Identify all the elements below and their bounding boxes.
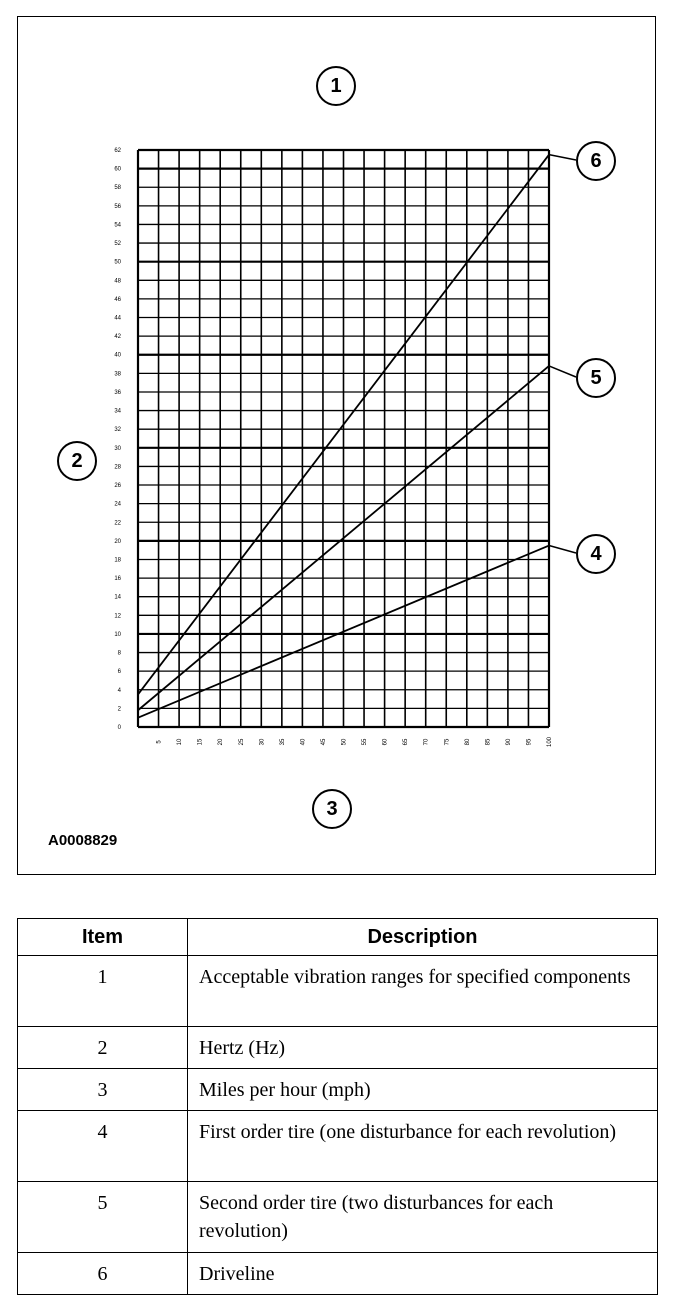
legend-table xyxy=(17,918,658,1295)
item-number: 6 xyxy=(18,1253,188,1295)
callout-2: 2 xyxy=(57,441,97,481)
callout-5: 5 xyxy=(576,358,616,398)
x-tick-label: 10 xyxy=(177,738,184,746)
x-tick-label: 70 xyxy=(423,738,430,746)
y-tick-label: 22 xyxy=(114,520,121,527)
y-tick-label: 58 xyxy=(114,185,121,192)
y-tick-label: 60 xyxy=(114,166,121,173)
callout-4: 4 xyxy=(576,534,616,574)
item-description: Miles per hour (mph) xyxy=(188,1069,658,1111)
item-number: 1 xyxy=(18,956,188,1027)
y-tick-label: 56 xyxy=(114,203,121,210)
y-tick-label: 42 xyxy=(114,334,121,341)
x-tick-label: 90 xyxy=(505,738,512,746)
item-number: 5 xyxy=(18,1182,188,1253)
table-row xyxy=(18,1069,658,1111)
callout-1: 1 xyxy=(316,66,356,106)
item-description: Driveline xyxy=(188,1253,658,1295)
y-tick-label: 40 xyxy=(114,352,121,359)
y-tick-label: 18 xyxy=(114,557,121,564)
y-tick-label: 28 xyxy=(114,464,121,471)
x-tick-label: 85 xyxy=(485,738,492,746)
y-tick-label: 52 xyxy=(114,241,121,248)
y-tick-label: 30 xyxy=(114,445,121,452)
table-row xyxy=(18,1027,658,1069)
y-tick-label: 32 xyxy=(114,427,121,434)
y-tick-label: 16 xyxy=(114,576,121,583)
y-tick-label: 24 xyxy=(114,501,121,508)
y-tick-label: 4 xyxy=(117,687,121,694)
table-row xyxy=(18,956,658,1027)
y-tick-label: 38 xyxy=(114,371,121,378)
y-tick-label: 26 xyxy=(114,483,121,490)
callout-leaders xyxy=(549,155,576,553)
x-tick-label: 55 xyxy=(362,738,369,746)
y-tick-label: 48 xyxy=(114,278,121,285)
y-tick-label: 10 xyxy=(114,631,121,638)
y-tick-label: 44 xyxy=(114,315,121,322)
item-number: 4 xyxy=(18,1111,188,1182)
x-tick-label: 35 xyxy=(279,738,286,746)
callout-6: 6 xyxy=(576,141,616,181)
y-tick-label: 20 xyxy=(114,538,121,545)
x-tick-label: 75 xyxy=(444,738,451,746)
y-tick-label: 12 xyxy=(114,613,121,620)
table-row xyxy=(18,1253,658,1295)
x-tick-label: 60 xyxy=(382,738,389,746)
y-tick-label: 14 xyxy=(114,594,121,601)
x-tick-label: 65 xyxy=(403,738,410,746)
figure-id-label: A0008829 xyxy=(48,832,118,849)
x-tick-label: 15 xyxy=(197,738,204,746)
table-row xyxy=(18,1182,658,1253)
y-tick-label: 34 xyxy=(114,408,121,415)
description-column-header: Description xyxy=(188,919,658,956)
item-number: 2 xyxy=(18,1027,188,1069)
x-tick-label: 25 xyxy=(238,738,245,746)
y-tick-label: 0 xyxy=(117,725,121,731)
x-tick-label: 5 xyxy=(156,740,163,744)
item-number: 3 xyxy=(18,1069,188,1111)
item-column-header: Item xyxy=(18,919,188,956)
y-tick-label: 62 xyxy=(114,148,121,154)
x-tick-label: 50 xyxy=(341,738,348,746)
x-tick-label: 20 xyxy=(218,738,225,746)
y-tick-label: 54 xyxy=(114,222,121,229)
y-tick-label: 8 xyxy=(117,650,121,657)
callout-leader-line xyxy=(549,546,576,553)
y-tick-label: 2 xyxy=(117,706,121,713)
callout-leader-line xyxy=(549,155,576,160)
table-row xyxy=(18,1111,658,1182)
callout-3: 3 xyxy=(312,789,352,829)
x-tick-label: 45 xyxy=(320,738,327,746)
item-description: Acceptable vibration ranges for specified components xyxy=(188,956,658,1027)
x-tick-label: 100 xyxy=(547,736,553,748)
x-tick-label: 80 xyxy=(464,738,471,746)
y-tick-label: 6 xyxy=(117,669,121,676)
y-tick-label: 50 xyxy=(114,259,121,266)
x-tick-label: 30 xyxy=(259,738,266,746)
y-tick-label: 46 xyxy=(114,296,121,303)
item-description: Hertz (Hz) xyxy=(188,1027,658,1069)
x-tick-label: 40 xyxy=(300,738,307,746)
callout-leader-line xyxy=(549,366,576,377)
legend-header-row xyxy=(18,919,658,956)
x-tick-label: 95 xyxy=(526,738,533,746)
y-tick-label: 36 xyxy=(114,389,121,396)
item-description: First order tire (one disturbance for each revolution) xyxy=(188,1111,658,1182)
item-description: Second order tire (two disturbances for each revolution) xyxy=(188,1182,658,1253)
